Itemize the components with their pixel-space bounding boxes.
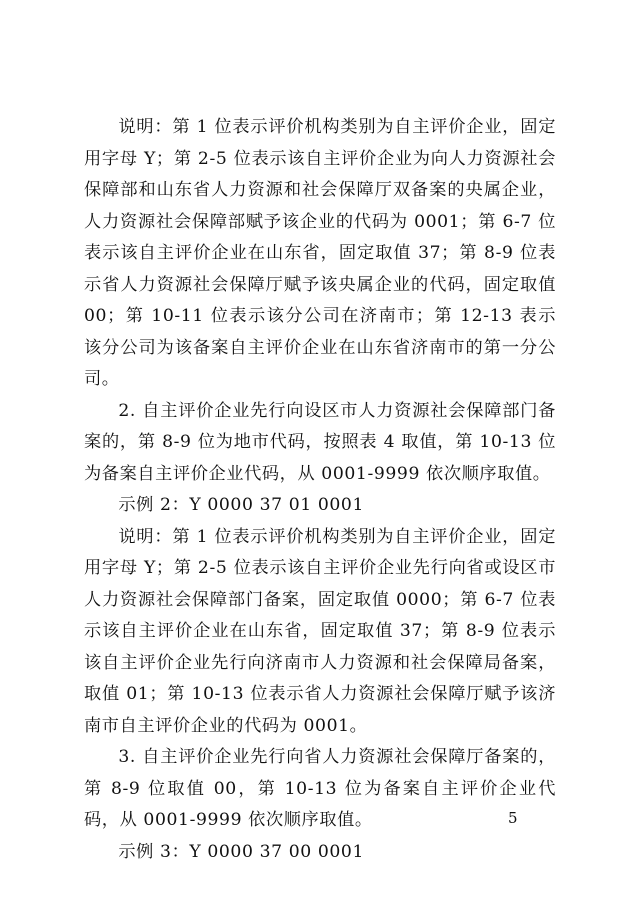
- document-body: [84, 112, 556, 868]
- example-2: 示例 2：Y 0000 37 01 0001: [118, 495, 364, 515]
- rule-paragraph-3: 3. 自主评价企业先行向省人力资源社会保障厅备案的，第 8-9 位取值 00，第 10-13 位为备案自主评价企业代码，从 0001-9999 依次顺序取值。: [84, 747, 556, 830]
- explanation-paragraph-2: 说明：第 1 位表示评价机构类别为自主评价企业，固定用字母 Y；第 2-5 位表示该自主评价企业先行向省或设区市人力资源社会保障部门备案，固定取值 0000；第 6-7 位表示该自主评价企业在山东省，固定取值 37；第 8-9 位表示该自主评价企业先行向济南市人力资源和社会保障局备案，取值 01；第 10-13 位表示省人力资源社会保障厅赋予该济南市自主评价企业的代码为 0001。: [84, 526, 556, 736]
- page-number: 5: [508, 809, 518, 827]
- rule-paragraph-2: 2. 自主评价企业先行向设区市人力资源社会保障部门备案的，第 8-9 位为地市代码，按照表 4 取值，第 10-13 位为备案自主评价企业代码，从 0001-9999 依次顺序取值。: [84, 400, 556, 484]
- example-3: 示例 3：Y 0000 37 00 0001: [118, 841, 364, 862]
- explanation-paragraph-1: 说明：第 1 位表示评价机构类别为自主评价企业，固定用字母 Y；第 2-5 位表示该自主评价企业为向人力资源社会保障部和山东省人力资源和社会保障厅双备案的央属企业，人力资源社会保障部赋予该企业的代码为 0001；第 6-7 位表示该自主评价企业在山东省，固定取值 37；第 8-9 位表示省人力资源社会保障厅赋予该央属企业的代码，固定取值 00；第 10-11 位表示该分公司在济南市；第 12-13 表示该分公司为该备案自主评价企业在山东省济南市的第一分公司。: [84, 117, 556, 389]
